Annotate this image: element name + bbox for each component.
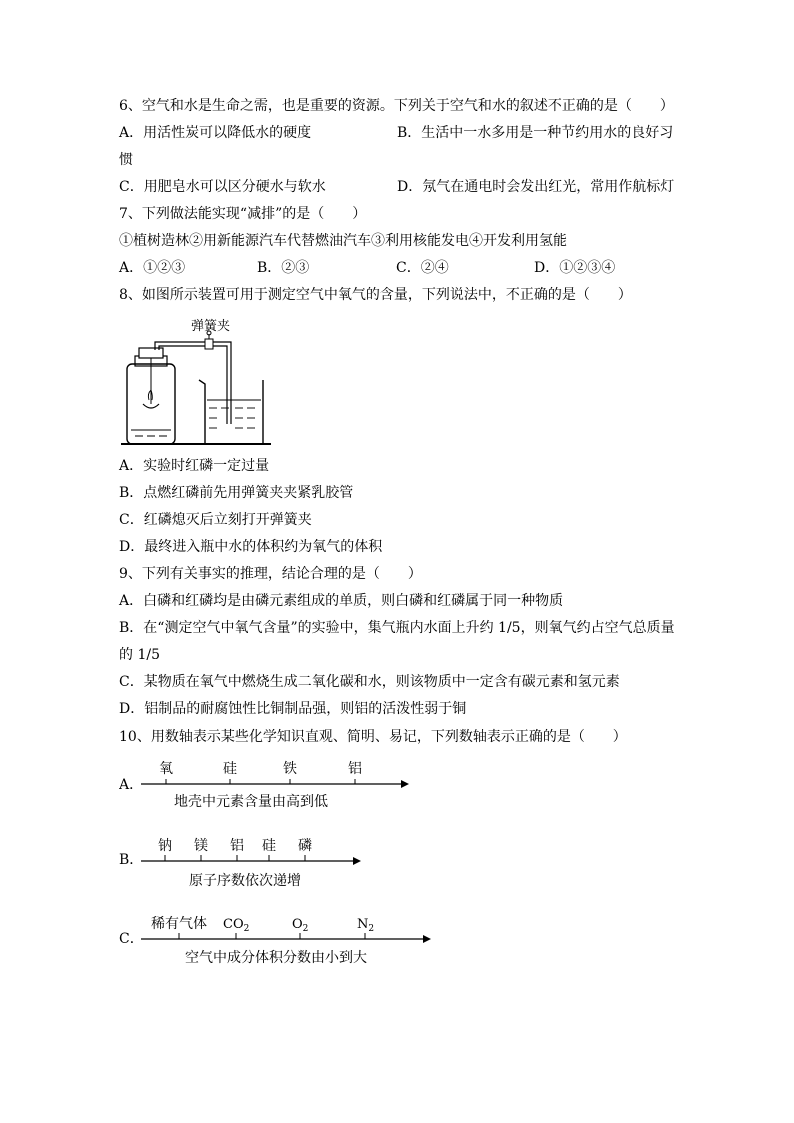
axis-c-label: C． <box>119 931 144 947</box>
axis-b-tick-label: 磷 <box>298 838 312 854</box>
axis-b-tick-label: 钠 <box>158 838 172 854</box>
axis-b-tick-label: 铝 <box>230 838 244 854</box>
number-line-a <box>119 756 419 812</box>
q8-option-c: C．红磷熄灭后立刻打开弹簧夹 <box>119 512 312 528</box>
axis-c-tick-label-n2: $N_2$ <box>357 917 375 934</box>
connecting-tube <box>155 342 231 424</box>
q7-items: ①植树造林②用新能源汽车代替燃油汽车③利用核能发电④开发利用氢能 <box>119 233 567 249</box>
q9-stem: 9、下列有关事实的推理，结论合理的是（ ） <box>119 566 422 582</box>
q9-option-b: B．在“测定空气中氧气含量”的实验中，集气瓶内水面上升约 1/5，则氧气约占空气总质量 <box>119 620 675 636</box>
axis-a-tick-label: 氧 <box>159 761 173 777</box>
q9-option-c: C．某物质在氧气中燃烧生成二氧化碳和水，则该物质中一定含有碳元素和氢元素 <box>119 674 620 690</box>
axis-a-arrow <box>401 780 409 788</box>
q7-option-c: C．②④ <box>396 260 449 276</box>
axis-c-tick-label-co2: $CO_2$ <box>223 917 250 934</box>
axis-a-tick-label: 铝 <box>348 761 362 777</box>
axis-b-arrow <box>353 857 361 865</box>
axis-b-tick-label: 镁 <box>194 838 208 854</box>
axis-b-label: B． <box>119 852 144 868</box>
q7-option-b: B．②③ <box>257 260 310 276</box>
q6-option-b-continued: 惯 <box>119 152 133 168</box>
q7-option-a: A．①②③ <box>119 260 186 276</box>
axis-b-tick-label: 硅 <box>262 838 276 854</box>
q8-option-a: A．实验时红磷一定过量 <box>119 458 270 474</box>
axis-a-tick-marks <box>166 779 355 784</box>
q8-option-b: B．点燃红磷前先用弹簧夹夹紧乳胶管 <box>119 485 354 501</box>
oxygen-apparatus-figure <box>119 312 279 452</box>
q7-option-d: D．①②③④ <box>534 260 616 276</box>
axis-a-tick-label: 硅 <box>223 761 237 777</box>
axis-c-caption: 空气中成分体积分数由小到大 <box>185 950 367 966</box>
q10-stem: 10、用数轴表示某些化学知识直观、简明、易记，下列数轴表示正确的是（ ） <box>119 729 627 745</box>
q6-option-a: A．用活性炭可以降低水的硬度 <box>119 125 312 141</box>
q6-option-d: D．氖气在通电时会发出红光，常用作航标灯 <box>397 179 675 195</box>
number-line-b <box>119 834 379 892</box>
q6-option-b: B．生活中一水多用是一种节约用水的良好习 <box>397 125 674 141</box>
axis-c-tick-label-o2: $O_2$ <box>292 917 309 934</box>
axis-c-tick-label: 稀有气体 <box>151 916 207 932</box>
q7-stem: 7、下列做法能实现“减排”的是（ ） <box>119 206 367 222</box>
q9-option-d: D．铝制品的耐腐蚀性比铜制品强，则铝的活泼性弱于铜 <box>119 701 467 717</box>
q8-stem: 8、如图所示装置可用于测定空气中氧气的含量，下列说法中，不正确的是（ ） <box>119 287 632 303</box>
axis-a-tick-label: 铁 <box>283 761 297 777</box>
number-line-c <box>119 912 439 968</box>
axis-a-label: A． <box>119 777 144 793</box>
q9-option-b-continued: 的 1/5 <box>119 647 160 663</box>
axis-c-arrow <box>423 935 431 943</box>
axis-c-tick-marks <box>179 933 365 939</box>
q6-stem: 6、空气和水是生命之需，也是重要的资源。下列关于空气和水的叙述不正确的是（ ） <box>119 98 674 114</box>
axis-a-caption: 地壳中元素含量由高到低 <box>174 794 328 810</box>
q8-option-d: D．最终进入瓶中水的体积约为氧气的体积 <box>119 539 383 555</box>
axis-b-tick-marks <box>165 855 305 861</box>
gas-bottle <box>127 348 175 444</box>
axis-b-caption: 原子序数依次递增 <box>189 873 301 889</box>
q6-option-c: C．用肥皂水可以区分硬水与软水 <box>119 179 326 195</box>
clamp-label: 弹簧夹 <box>191 319 231 334</box>
q9-option-a: A．白磷和红磷均是由磷元素组成的单质，则白磷和红磷属于同一种物质 <box>119 593 564 609</box>
